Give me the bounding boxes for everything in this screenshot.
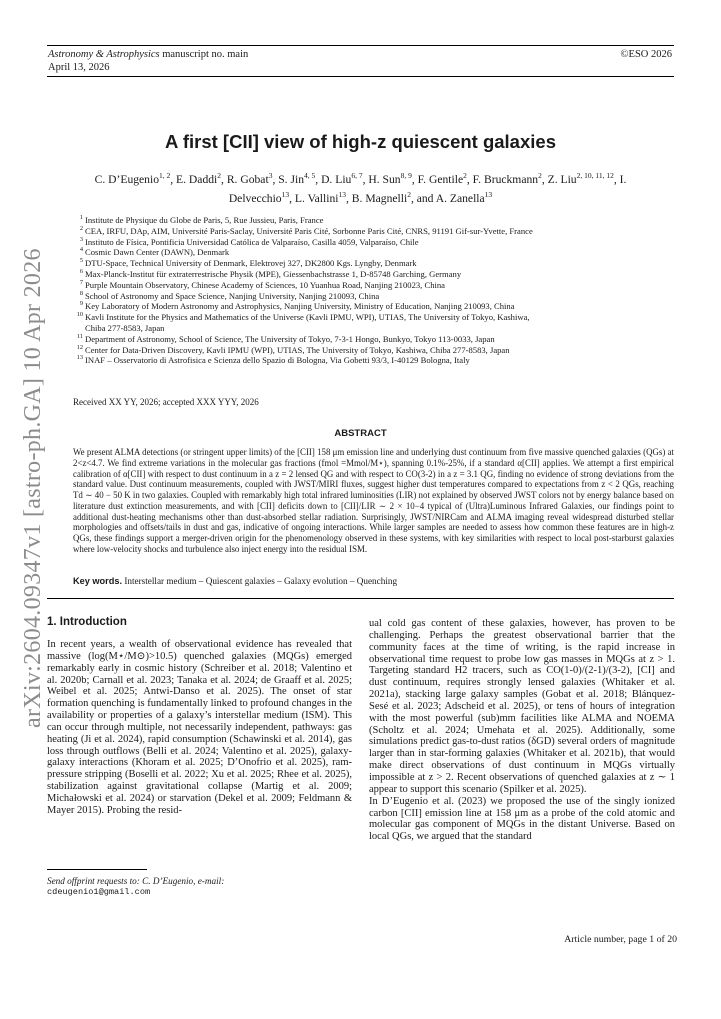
- affiliation-text: Purple Mountain Observatory, Chinese Academy of Sciences, 10 Yuanhua Road, Nanjing 210023, China: [85, 279, 445, 290]
- keywords-text: Interstellar medium – Quiescent galaxies – Galaxy evolution – Quenching: [124, 576, 398, 586]
- footnote: [47, 876, 352, 898]
- affiliation-text: Kavli Institute for the Physics and Mathematics of the Universe (Kavli IPMU, WPI), UTIAS, The University of Tokyo, Kashiwa,: [85, 312, 530, 323]
- footnote-email[interactable]: cdeugenio1@gmail.com: [47, 887, 151, 897]
- affiliation-text: School of Astronomy and Space Science, Nanjing University, Nanjing 210093, China: [85, 290, 380, 301]
- affiliation-item: [73, 215, 673, 226]
- section-divider: [47, 598, 674, 599]
- affiliation-number: 12: [76, 343, 83, 351]
- author-affiliation-marker: 2: [463, 171, 467, 180]
- affiliation-item: [73, 269, 673, 280]
- affiliation-item: [73, 226, 673, 237]
- header-date: April 13, 2026: [48, 62, 110, 73]
- affiliation-item: [73, 334, 673, 345]
- affiliation-number: 7: [79, 278, 83, 286]
- author-affiliation-marker: 2: [407, 189, 411, 199]
- footnote-text: Send offprint requests to: C. D’Eugenio, e-mail:: [47, 876, 225, 886]
- copyright: ©ESO 2026: [620, 49, 672, 60]
- affiliation-number: 5: [79, 257, 83, 265]
- manuscript-label: manuscript no. main: [159, 49, 249, 60]
- affiliation-text: Center for Data-Driven Discovery, Kavli IPMU (WPI), UTIAS, The University of Tokyo, Kashiwa, Chiba 277-8583, Japan: [85, 344, 510, 355]
- author-name: S. Jin: [278, 172, 305, 186]
- keywords-label: Key words.: [73, 576, 123, 586]
- paper-title: A first [CII] view of high-z quiescent galaxies: [165, 131, 556, 152]
- affiliation-text: CEA, IRFU, DAp, AIM, Université Paris-Saclay, Université Paris Cité, Sorbonne Paris Cité, CNRS, 91191 Gif-sur-Yvette, France: [85, 225, 533, 236]
- author-affiliation-marker: 8, 9: [400, 171, 412, 180]
- author-affiliation-marker: 4, 5: [304, 171, 316, 180]
- affiliation-text: INAF – Osservatorio di Astrofisica e Scienza dello Spazio di Bologna, Via Gobetti 93/3, I-40129 Bologna, Italy: [85, 355, 470, 366]
- affiliation-text: Key Laboratory of Modern Astronomy and Astrophysics, Nanjing University, Ministry of Education, Nanjing 210093, China: [85, 301, 515, 312]
- author-name: F. Bruckmann: [472, 172, 539, 186]
- author-name: E. Daddi: [176, 172, 218, 186]
- affiliation-item: [73, 237, 673, 248]
- intro-left-column: In recent years, a wealth of observational evidence has revealed that massive (log(M⋆/M⊙)>10.5) quenched galaxies (MQGs) emerged remarkably early in cosmic history (Schreiber et al. 2018; Valentino et al. 2020b; Carnall et al. 2023; Tanaka et al. 2024; de Graaff et al. 2025; Weibel et al. 2025; Antwi-Danso et al. 2025). The onset of star formation quenching is fundamentally linked to profound changes in the availability or properties of a galaxy’s interstellar medium (ISM). This can occur through multiple, not necessarily independent, pathways: gas heating (Ji et al. 2024), rapid consumption (Schawinski et al. 2014), gas loss through outflows (Belli et al. 2024; Valentino et al. 2025), galaxy-galaxy interactions (Khoram et al. 2025; D’Onofrio et al. 2025), ram-pressure stripping (Boselli et al. 2022; Xu et al. 2025; Rhee et al. 2025), stabilization against gravitational collapse (Martig et al. 2009; Michałowski et al. 2024) or starvation (Dekel et al. 2009; Feldmann & Mayer 2015). Probing the resid-: [47, 639, 352, 816]
- affiliation-item: [73, 280, 673, 291]
- affiliation-number: 11: [76, 332, 83, 340]
- affiliation-number: 13: [76, 354, 83, 362]
- running-header: [47, 45, 674, 77]
- author-affiliation-marker: 3: [268, 171, 273, 180]
- intro-right-paragraph-1: ual cold gas content of these galaxies, however, has proven to be challenging. Perhaps the greatest observational barrier that the community faces at the time of writing, is the rapid increase in observational time request to probe low gas masses in MQGs at z > 1. Targeting standard H2 tracers, such as CO(1-0)/(2-1)/(3-2), [CI] and dust continuum, requires strongly lensed galaxies (Whitaker et al. 2021a), stacking large galaxy samples (Gobat et al. 2018; Blánquez-Sesé et al. 2023; Adscheid et al. 2025), or tens of hours of integration with the most powerful (sub)mm facilities like ALMA and NOEMA (Scholtz et al. 2024; Umehata et al. 2025). Additionally, some simulations predict gas-to-dust ratios (δGD) several orders of magnitude larger than in star-forming galaxies (Whitaker et al. 2021b), that would make direct observations of dust continuum in MQGs virtually impossible at z > 2. Recent observations of quenched galaxies at z ∼ 1 appear to support this scenario (Spilker et al. 2025).: [369, 618, 675, 795]
- author-name: Z. Liu: [547, 172, 577, 186]
- affiliation-number: 8: [79, 289, 83, 297]
- author-name: L. Vallini: [294, 191, 339, 205]
- affiliation-list: [73, 215, 673, 366]
- author-affiliation-marker: 2: [217, 171, 222, 180]
- affiliation-item: [73, 301, 673, 312]
- author-name: C. D’Eugenio: [94, 172, 159, 186]
- keywords-line: [73, 576, 674, 586]
- affiliation-item: [73, 312, 673, 334]
- affiliation-text: Instituto de Física, Pontificia Universidad Católica de Valparaíso, Casilla 4059, Valparaíso, Chile: [85, 236, 419, 247]
- affiliation-number: 4: [79, 246, 83, 254]
- author-name: D. Liu: [321, 172, 352, 186]
- affiliation-item: [73, 247, 673, 258]
- affiliation-number: 10: [76, 311, 83, 319]
- author-affiliation-marker: 6, 7: [351, 171, 363, 180]
- intro-right-column: [369, 618, 675, 843]
- author-name: I. Delvecchio: [228, 172, 627, 205]
- journal-name: Astronomy & Astrophysics: [48, 49, 160, 60]
- affiliation-text: Cosmic Dawn Center (DAWN), Denmark: [85, 247, 230, 258]
- affiliation-item: [73, 355, 673, 366]
- author-affiliation-marker: 1, 2: [159, 171, 171, 180]
- affiliation-item: [73, 291, 673, 302]
- abstract-heading: ABSTRACT: [334, 428, 387, 439]
- affiliation-number: 9: [79, 300, 83, 308]
- affiliation-text: Institute de Physique du Globe de Paris, 5, Rue Jussieu, Paris, France: [85, 215, 324, 225]
- affiliation-number: 2: [79, 224, 83, 232]
- author-affiliation-marker: 2, 10, 11, 12: [576, 171, 614, 180]
- abstract-text: We present ALMA detections (or stringent upper limits) of the [CII] 158 μm emission line and underlying dust continuum from five massive quenched galaxies (QGs) at 2<z<4.7. We find extreme variations in the molecular gas fractions (fmol =Mmol/M⋆), spanning 0.1%-25%, if a standard α[CII] applies. We attempt a first empirical calibration of α[CII] with respect to dust continuum in a z = 2 lensed QG and with respect to CO(3-2) in a z = 3.1 QG, finding no evidence of strong deviations from the standard value. Dust continuum measurements, coupled with JWST/MIRI fluxes, suggest higher dust temperatures compared to expectations from z < 2 QGs, reaching Td ∼ 40 − 50 K in two galaxies. Coupled with remarkably high total infrared luminosities (LIR) not explained by observed JWST colors not by energy balance based on literature dust extinction measurements, and with [CII] deficits down to [CII]/LIR ∼ 2 × 10−4 typical of (Ultra)Luminous Infrared Galaxies, our findings point to additional dust-heating mechanisms other than dust-absorbed stellar radiation. Surprisingly, JWST/NIRCam and ALMA imaging reveal widespread disturbed stellar morphologies and offsets/tails in dust and gas, indicative of ongoing interactions. While larger samples are needed to assess how common these features are in high-z QGs, these findings support a merger-driven origin for the phenomenology observed in these systems, with key similarities with respect to local post-starburst galaxies where low-velocity shocks and turbulence also inject energy into the residual ISM.: [73, 447, 674, 554]
- intro-right-paragraph-2: In D’Eugenio et al. (2023) we proposed the use of the singly ionized carbon [CII] emission line at 158 μm as a probe of the cold atomic and molecular gas component of MQGs in the distant Universe. Based on local QGs, we argued that the standard: [369, 795, 675, 843]
- author-name: H. Sun: [368, 172, 401, 186]
- affiliation-text: Max-Planck-Institut für extraterrestrische Physik (MPE), Giessenbachstrasse 1, D-85748 Garching, Germany: [85, 268, 462, 279]
- arxiv-stamp: arXiv:2604.09347v1 [astro-ph.GA] 10 Apr 2026: [20, 248, 46, 728]
- affiliation-text: Chiba 277-8583, Japan: [85, 322, 165, 333]
- author-affiliation-marker: 13: [338, 189, 346, 199]
- author-affiliation-marker: 2: [538, 171, 542, 180]
- footnote-rule: [47, 869, 147, 870]
- author-name: F. Gentile: [417, 172, 464, 186]
- header-left: [48, 48, 248, 74]
- author-name: B. Magnelli: [351, 191, 408, 205]
- affiliation-item: [73, 345, 673, 356]
- affiliation-text: Department of Astronomy, School of Science, The University of Tokyo, 7-3-1 Hongo, Bunkyo, Tokyo 113-0033, Japan: [85, 333, 495, 344]
- author-name: R. Gobat: [226, 172, 269, 186]
- affiliation-number: 6: [79, 267, 83, 275]
- section-heading: 1. Introduction: [47, 616, 127, 628]
- page-number: Article number, page 1 of 20: [564, 934, 677, 945]
- affiliation-number: 3: [79, 235, 83, 243]
- author-list: C. D’Eugenio$^{1, 2}$, E. Daddi$^2$, R. Gobat$^3$, S. Jin$^{4, 5}$, D. Liu$^{6, 7}$, H. Sun$^{8, 9}$, F. Gentile$^2$, F. Bruckmann$^2$, Z. Liu$^{2, 10, 11, 12}$, I. Delvecchio$^{13}$, L. Vallini$^{13}$, B. Magnelli$^2$, and A. Zanella$^{13}$: [94, 171, 627, 205]
- affiliation-item: [73, 258, 673, 269]
- received-line: Received XX YY, 2026; accepted XXX YYY, 2026: [73, 397, 259, 407]
- author-affiliation-marker: 13: [484, 189, 493, 199]
- author-affiliation-marker: 13: [281, 189, 290, 199]
- affiliation-number: 1: [79, 214, 83, 221]
- author-name: A. Zanella: [435, 191, 485, 205]
- affiliation-text: DTU-Space, Technical University of Denmark, Elektrovej 327, DK2800 Kgs. Lyngby, Denmark: [85, 258, 417, 269]
